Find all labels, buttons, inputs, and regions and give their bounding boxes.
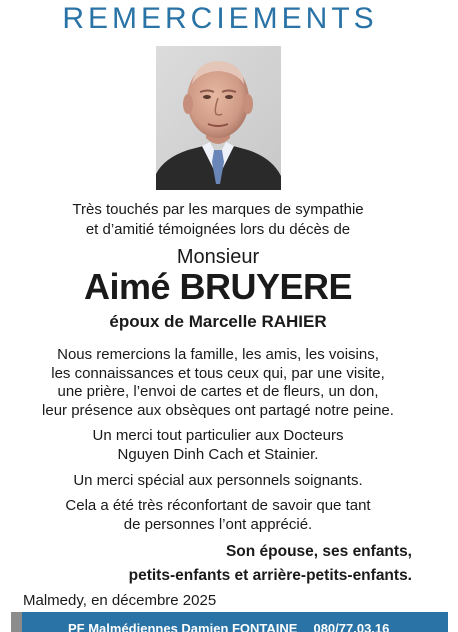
paragraph-line: une prière, l’envoi de cartes et de fleurs, un don, [57,383,379,400]
paragraph-line: Cela a été très réconfortant de savoir que tant [65,497,371,514]
paragraph-line: de personnes l’ont apprécié. [123,515,313,533]
dateline: Malmedy, en décembre 2025 [23,592,217,609]
portrait-illustration [156,46,281,190]
doctors-paragraph [0,427,436,464]
side-rule [11,612,22,632]
family-line: petits-enfants et arrière-petits-enfants. [128,567,412,584]
funeral-home-phone: 080/77.03.16 [313,621,390,632]
intro-line: Très touchés par les marques de sympathie [72,201,364,218]
family-line: Son épouse, ses enfants, [225,543,412,560]
spouse-line: époux de Marcelle RAHIER [109,312,327,331]
intro-line: et d’amitié témoignées lors du décès de [85,221,351,238]
portrait-photo [156,46,281,190]
notice-heading: REMERCIEMENTS [62,2,378,35]
closing-paragraph [0,497,436,534]
deceased-name: Aimé BRUYERE [83,266,353,307]
thanks-paragraph [0,346,436,420]
intro-text [0,200,436,240]
family-signature [32,540,412,588]
paragraph-line: les connaissances et tous ceux qui, par une visite, [51,364,385,382]
paragraph-line: Nous remercions la famille, les amis, les voisins, [57,346,379,363]
honorific: Monsieur [176,246,260,268]
funeral-home-footer [22,612,448,632]
footer-text [68,621,389,632]
paragraph-line: Un merci tout particulier aux Docteurs [92,427,344,444]
paragraph-line: Un merci spécial aux personnels soignants. [73,472,363,489]
paragraph-line: leur présence aux obsèques ont partagé notre peine. [42,401,394,419]
paragraph-line: Nguyen Dinh Cach et Stainier. [117,445,319,463]
funeral-home-name: PF Malmédiennes Damien FONTAINE [68,621,298,632]
caregivers-paragraph [0,472,436,491]
